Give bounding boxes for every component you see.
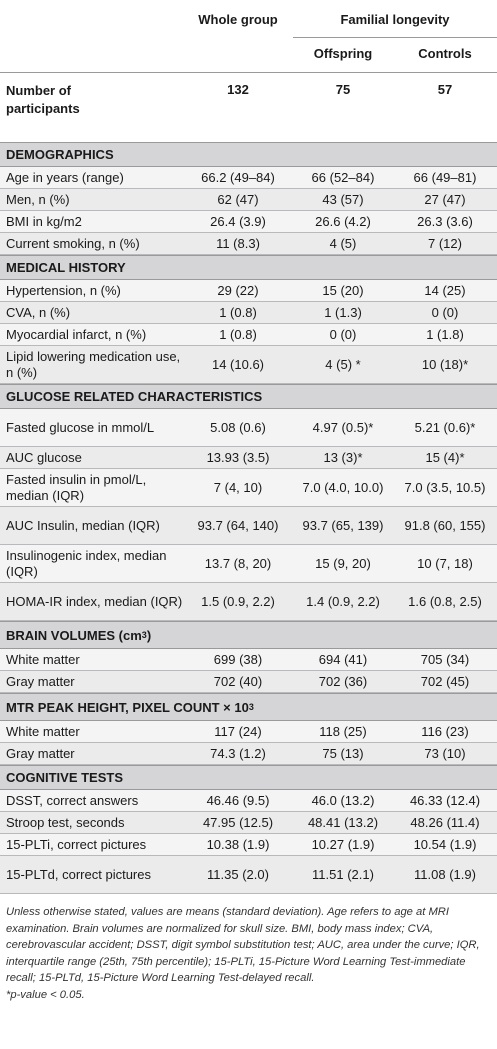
row-label: CVA, n (%) xyxy=(6,304,71,320)
cell-controls: 26.3 (3.6) xyxy=(417,213,473,229)
cell-offspring: 1 (1.3) xyxy=(324,304,362,320)
cell-offspring: 4.97 (0.5)* xyxy=(312,419,374,435)
cell-whole-group: 74.3 (1.2) xyxy=(210,745,266,761)
cell-offspring: 66 (52–84) xyxy=(311,169,375,185)
section-title: COGNITIVE TESTS xyxy=(6,770,124,785)
section-header xyxy=(0,142,497,167)
cell-whole-group: 702 (40) xyxy=(213,673,263,689)
cell-whole-group: 14 (10.6) xyxy=(211,356,265,372)
cell-controls: 116 (23) xyxy=(421,723,469,739)
section-title: BRAIN VOLUMES (cm xyxy=(6,627,142,643)
row-label: Hypertension, n (%) xyxy=(6,282,121,298)
cell-offspring: 1.4 (0.9, 2.2) xyxy=(306,593,380,609)
table-row xyxy=(0,469,497,507)
cell-controls: 14 (25) xyxy=(424,282,466,298)
cell-controls: 10 (18)* xyxy=(421,356,469,372)
cell-offspring: 26.6 (4.2) xyxy=(315,213,371,229)
table-row xyxy=(0,790,497,812)
table-row xyxy=(0,447,497,469)
cell-controls: 27 (47) xyxy=(424,191,466,207)
cell-offspring: 15 (20) xyxy=(322,282,364,298)
header-divider xyxy=(0,72,497,73)
cell-offspring: 93.7 (65, 139) xyxy=(302,517,384,533)
table-row xyxy=(0,189,497,211)
row-label: Men, n (%) xyxy=(6,191,70,207)
table-row xyxy=(0,280,497,302)
participants-controls: 57 xyxy=(437,82,453,97)
footnote-text: Unless otherwise stated, values are means (standard deviation). Age refers to age at MRI examination. Brain volumes are normalized for skull size. BMI, body mass index; CVA, cerebrovascular accident; DSST, digit symbol substitution test; AUC, area under the curve; IQR, interquartile range (25th, 75th percentile); 15-PLTi, 15-Picture Word Learning Test-immediate recall; 15-PLTd, 15-Picture Word Learning Test-delayed recall. xyxy=(6,906,480,984)
cell-controls: 91.8 (60, 155) xyxy=(404,517,486,533)
row-label: Gray matter xyxy=(6,745,75,761)
row-label: 15-PLTd, correct pictures xyxy=(6,866,151,882)
row-label: AUC Insulin, median (IQR) xyxy=(6,517,160,533)
row-label: Lipid lowering medication use, n (%) xyxy=(6,348,181,380)
row-label: Stroop test, seconds xyxy=(6,814,125,830)
cell-whole-group: 13.93 (3.5) xyxy=(206,449,270,465)
section-title: MEDICAL HISTORY xyxy=(6,260,126,275)
col-header-controls: Controls xyxy=(418,46,472,61)
table-row xyxy=(0,346,497,384)
cell-whole-group: 47.95 (12.5) xyxy=(202,814,274,830)
cell-controls: 1.6 (0.8, 2.5) xyxy=(408,593,482,609)
row-label: AUC glucose xyxy=(6,449,82,465)
row-label: Gray matter xyxy=(6,673,75,689)
section-title: GLUCOSE RELATED CHARACTERISTICS xyxy=(6,389,263,404)
cell-whole-group: 46.46 (9.5) xyxy=(206,792,270,808)
table-header xyxy=(0,0,497,142)
cell-whole-group: 93.7 (64, 140) xyxy=(197,517,279,533)
cell-whole-group: 1 (0.8) xyxy=(219,304,257,320)
table-row xyxy=(0,324,497,346)
cell-offspring: 46.0 (13.2) xyxy=(311,792,375,808)
cell-whole-group: 1 (0.8) xyxy=(219,326,257,342)
familial-longevity-underline xyxy=(293,37,497,38)
table-row xyxy=(0,545,497,583)
cell-controls: 7 (12) xyxy=(428,235,462,251)
col-header-offspring: Offspring xyxy=(313,46,373,61)
cell-offspring: 48.41 (13.2) xyxy=(307,814,379,830)
cell-controls: 702 (45) xyxy=(420,673,470,689)
section-header xyxy=(0,765,497,790)
cell-whole-group: 699 (38) xyxy=(213,651,263,667)
cell-whole-group: 29 (22) xyxy=(217,282,259,298)
cell-controls: 705 (34) xyxy=(420,651,470,667)
row-label: White matter xyxy=(6,651,80,667)
section-header xyxy=(0,384,497,409)
table-row xyxy=(0,834,497,856)
cell-offspring: 75 (13) xyxy=(322,745,364,761)
cell-controls: 46.33 (12.4) xyxy=(409,792,481,808)
cell-offspring: 11.51 (2.1) xyxy=(312,866,374,882)
cell-controls: 5.21 (0.6)* xyxy=(414,419,476,435)
table-row xyxy=(0,409,497,447)
cell-controls: 7.0 (3.5, 10.5) xyxy=(404,479,486,495)
cell-whole-group: 11 (8.3) xyxy=(216,235,260,251)
cell-whole-group: 11.35 (2.0) xyxy=(207,866,269,882)
section-title: MTR PEAK HEIGHT, PIXEL COUNT × 10 xyxy=(6,699,249,715)
row-label: White matter xyxy=(6,723,80,739)
cell-controls: 10.54 (1.9) xyxy=(413,836,477,852)
cell-offspring: 10.27 (1.9) xyxy=(311,836,375,852)
row-label: BMI in kg/m2 xyxy=(6,213,82,229)
row-label: Fasted glucose in mmol/L xyxy=(6,419,155,435)
cell-offspring: 7.0 (4.0, 10.0) xyxy=(302,479,384,495)
row-label: Age in years (range) xyxy=(6,169,124,185)
participants-offspring: 75 xyxy=(335,82,351,97)
cell-whole-group: 10.38 (1.9) xyxy=(206,836,270,852)
col-header-whole-group: Whole group xyxy=(198,12,278,27)
section-title: DEMOGRAPHICS xyxy=(6,147,114,162)
table-row xyxy=(0,507,497,545)
cell-whole-group: 7 (4, 10) xyxy=(213,479,263,495)
table-row xyxy=(0,302,497,324)
cell-controls: 11.08 (1.9) xyxy=(414,866,476,882)
section-header: BRAIN VOLUMES (cm 3 ) xyxy=(0,621,497,649)
section-header: MTR PEAK HEIGHT, PIXEL COUNT × 10 3 xyxy=(0,693,497,721)
table-body xyxy=(0,142,497,894)
cell-offspring: 13 (3)* xyxy=(323,449,363,465)
cell-whole-group: 66.2 (49–84) xyxy=(201,169,275,185)
cell-controls: 66 (49–81) xyxy=(413,169,477,185)
row-label: Myocardial infarct, n (%) xyxy=(6,326,147,342)
cell-whole-group: 117 (24) xyxy=(214,723,262,739)
cell-offspring: 702 (36) xyxy=(318,673,368,689)
table-row xyxy=(0,743,497,765)
cell-controls: 0 (0) xyxy=(431,304,459,320)
cell-whole-group: 13.7 (8, 20) xyxy=(204,555,272,571)
cell-whole-group: 26.4 (3.9) xyxy=(210,213,266,229)
row-label: Insulinogenic index, median (IQR) xyxy=(6,547,167,579)
row-label: Current smoking, n (%) xyxy=(6,235,140,251)
table-row xyxy=(0,812,497,834)
table-row xyxy=(0,211,497,233)
cell-controls: 10 (7, 18) xyxy=(417,555,473,571)
table-row xyxy=(0,167,497,189)
table-row xyxy=(0,856,497,894)
table-row xyxy=(0,671,497,693)
cell-offspring: 4 (5) xyxy=(329,235,357,251)
row-label: Fasted insulin in pmol/L, median (IQR) xyxy=(6,471,147,503)
participants-whole: 132 xyxy=(227,82,249,97)
cell-offspring: 694 (41) xyxy=(318,651,368,667)
cell-controls: 1 (1.8) xyxy=(426,326,464,342)
row-label: 15-PLTi, correct pictures xyxy=(6,836,147,852)
participants-label: Number of participants xyxy=(6,83,80,116)
section-title-end: ) xyxy=(146,627,152,643)
table-row xyxy=(0,649,497,671)
table-row xyxy=(0,233,497,255)
cell-controls: 15 (4)* xyxy=(425,449,465,465)
cell-controls: 48.26 (11.4) xyxy=(410,814,480,830)
cell-offspring: 118 (25) xyxy=(319,723,367,739)
col-header-familial-longevity: Familial longevity xyxy=(340,12,450,27)
row-label: HOMA-IR index, median (IQR) xyxy=(6,593,183,609)
section-header xyxy=(0,255,497,280)
footnote-significance: *p-value < 0.05. xyxy=(6,988,85,1001)
cell-offspring: 4 (5) * xyxy=(325,356,361,372)
cell-whole-group: 5.08 (0.6) xyxy=(210,419,266,435)
table-row xyxy=(0,583,497,621)
cell-offspring: 0 (0) xyxy=(329,326,357,342)
table-row xyxy=(0,721,497,743)
table-footnote xyxy=(0,894,497,1003)
cell-offspring: 43 (57) xyxy=(322,191,364,207)
row-label: DSST, correct answers xyxy=(6,792,139,808)
cell-whole-group: 1.5 (0.9, 2.2) xyxy=(201,593,275,609)
cell-offspring: 15 (9, 20) xyxy=(315,555,371,571)
cell-whole-group: 62 (47) xyxy=(217,191,259,207)
cell-controls: 73 (10) xyxy=(424,745,466,761)
